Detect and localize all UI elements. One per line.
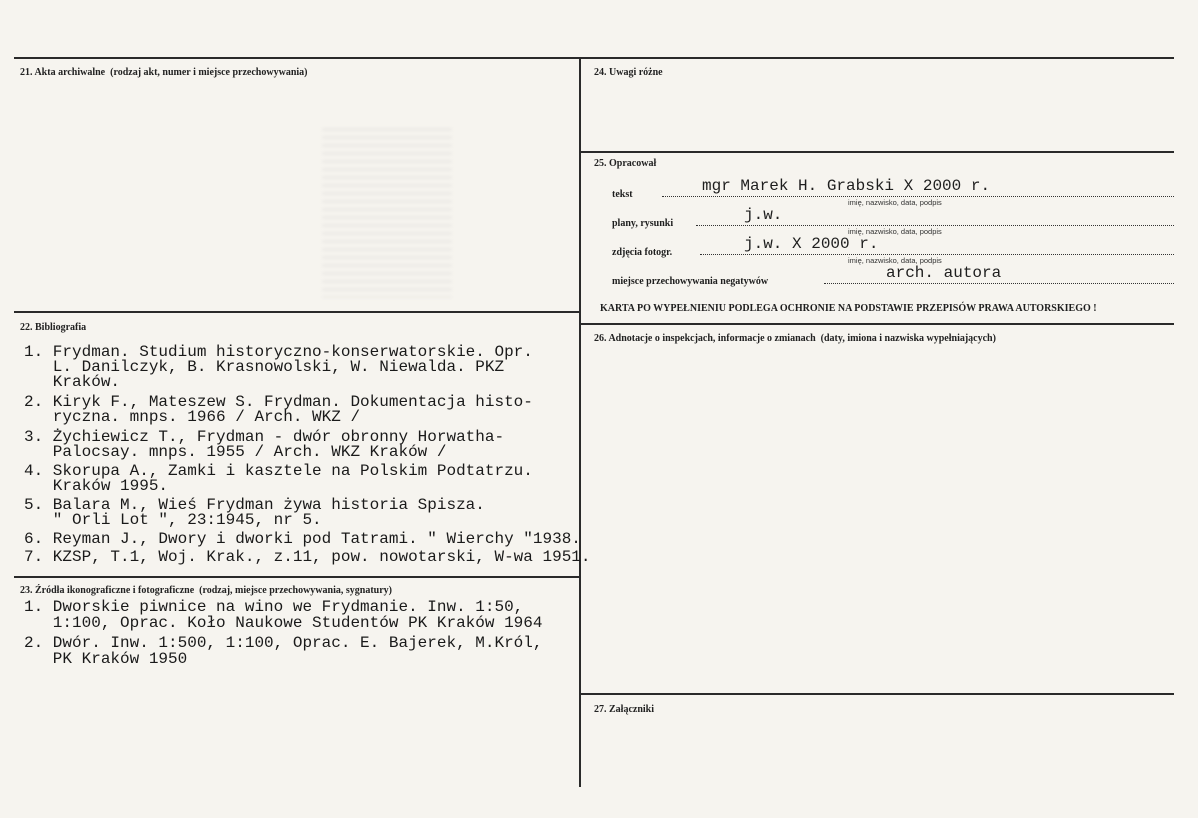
bibliography-line: Palocsay. mnps. 1955 / Arch. WKZ Kraków /	[24, 443, 447, 461]
bibliography-line: 6. Reyman J., Dwory i dworki pod Tatrami. " Wierchy "1938.	[24, 530, 581, 548]
faded-stamp-smudge	[322, 128, 452, 298]
plany-value: j.w.	[744, 206, 783, 224]
bibliography-line: 1. Frydman. Studium historyczno-konserwatorskie. Opr.	[24, 343, 533, 361]
section-22-label: 22. Bibliografia	[20, 322, 87, 333]
section-23-label: 23. Źródła ikonograficzne i fotograficzne (rodzaj, miejsce przechowywania, sygnatury)	[20, 585, 392, 596]
iconography-line: PK Kraków 1950	[24, 650, 188, 668]
section-25-label: 25. Opracował	[594, 158, 657, 169]
section-21-label: 21. Akta archiwalne (rodzaj akt, numer i miejsce przechowywania)	[20, 67, 308, 78]
bibliography-line: 4. Skorupa A., Zamki i kasztele na Polskim Podtatrzu.	[24, 462, 533, 480]
section-27-label: 27. Załączniki	[594, 704, 655, 715]
bibliography-line: 2. Kiryk F., Mateszew S. Frydman. Dokumentacja histo-	[24, 393, 533, 411]
rule-21-22	[14, 311, 580, 313]
rule-26-27	[580, 693, 1174, 695]
iconography-line: 1. Dworskie piwnice na wino we Frydmanie. Inw. 1:50,	[24, 598, 524, 616]
bibliography-line: ryczna. mnps. 1966 / Arch. WKZ /	[24, 408, 361, 426]
center-divider	[579, 57, 581, 787]
zdjecia-field	[612, 235, 1174, 265]
iconography-line: 2. Dwór. Inw. 1:500, 1:100, Oprac. E. Bajerek, M.Król,	[24, 634, 543, 652]
bibliography-line: " Orli Lot ", 23:1945, nr 5.	[24, 511, 322, 529]
plany-field	[612, 206, 1174, 236]
tekst-value: mgr Marek H. Grabski X 2000 r.	[702, 177, 991, 195]
plany-label: plany, rysunki	[612, 218, 674, 229]
tekst-field	[612, 177, 1174, 207]
plany-hint: imię, nazwisko, data, podpis	[848, 227, 942, 236]
tekst-dots	[662, 196, 1174, 197]
bibliography-line: 7. KZSP, T.1, Woj. Krak., z.11, pow. nowotarski, W-wa 1951.	[24, 548, 591, 566]
bibliography-line: 5. Balara M., Wieś Frydman żywa historia Spisza.	[24, 496, 485, 514]
zdjecia-value: j.w. X 2000 r.	[744, 235, 879, 253]
negatywy-field	[612, 265, 1174, 287]
rule-22-23	[14, 576, 580, 578]
negatywy-label: miejsce przechowywania negatywów	[612, 276, 769, 287]
zdjecia-dots	[700, 254, 1174, 255]
rule-24-25	[580, 151, 1174, 153]
rule-25-26	[580, 323, 1174, 325]
tekst-label: tekst	[612, 189, 633, 200]
bibliography-line: 3. Żychiewicz T., Frydman - dwór obronny Horwatha-	[24, 428, 505, 446]
tekst-hint: imię, nazwisko, data, podpis	[848, 198, 942, 207]
negatywy-dots	[824, 283, 1174, 284]
zdjecia-hint: imię, nazwisko, data, podpis	[848, 256, 942, 265]
top-rule	[14, 57, 1174, 59]
section-24-label: 24. Uwagi różne	[594, 67, 663, 78]
zdjecia-label: zdjęcia fotogr.	[612, 247, 673, 258]
iconography-line: 1:100, Oprac. Koło Naukowe Studentów PK Kraków 1964	[24, 614, 543, 632]
bibliography-line: Kraków.	[24, 373, 121, 391]
section-26-label: 26. Adnotacje o inspekcjach, informacje o zmianach (daty, imiona i nazwiska wypełniających)	[594, 333, 996, 344]
plany-dots	[696, 225, 1174, 226]
copyright-notice: KARTA PO WYPEŁNIENIU PODLEGA OCHRONIE NA PODSTAWIE PRZEPISÓW PRAWA AUTORSKIEGO !	[600, 303, 1097, 314]
negatywy-value: arch. autora	[886, 264, 1002, 282]
bibliography-line: Kraków 1995.	[24, 477, 169, 495]
bibliography-line: L. Danilczyk, B. Krasnowolski, W. Niewalda. PKZ	[24, 358, 505, 376]
